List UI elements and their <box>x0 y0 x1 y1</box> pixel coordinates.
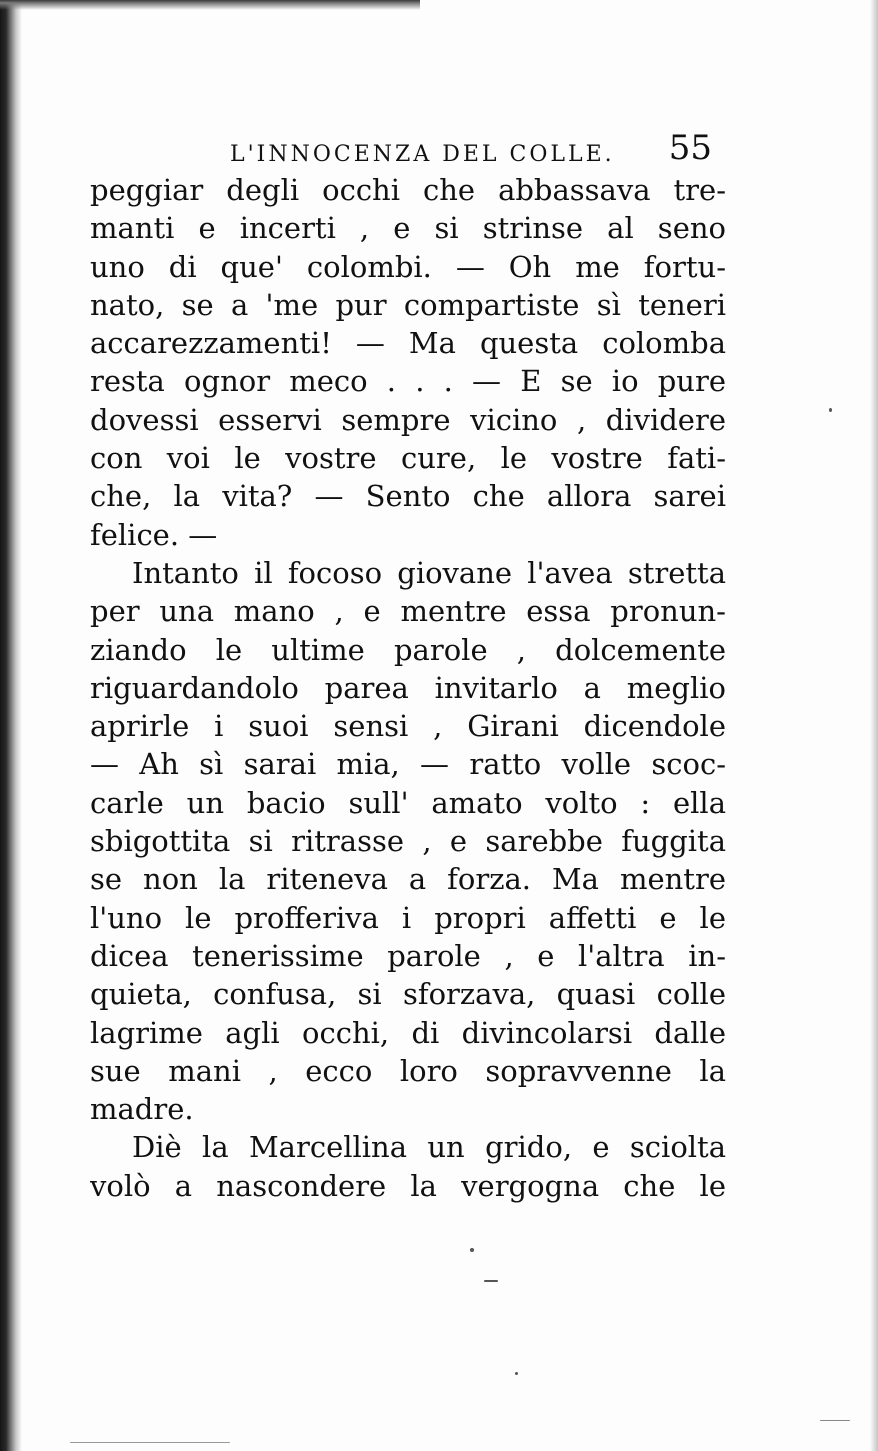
text-line: quieta, confusa, si sforzava, quasi colle <box>90 977 726 1012</box>
binding-shadow <box>0 0 22 1451</box>
scan-speck <box>70 1442 230 1443</box>
text-line: dicea tenerissime parole , e l'altra in- <box>90 938 726 973</box>
paragraph-first-line: Intanto il focoso giovane l'avea stretta <box>132 555 726 590</box>
text-line: per una mano , e mentre essa pronun- <box>90 594 726 629</box>
paragraph-first-line: Diè la Marcellina un grido, e sciolta <box>132 1130 726 1165</box>
text-line: carle un bacio sull' amato volto : ella <box>90 785 726 820</box>
text-line: volò a nascondere la vergogna che le <box>90 1168 726 1203</box>
text-line: con voi le vostre cure, le vostre fati- <box>90 441 726 476</box>
text-line: che, la vita? — Sento che allora sarei <box>90 479 726 514</box>
text-line: uno di que' colombi. — Oh me fortu- <box>90 249 726 284</box>
scan-speck <box>470 1248 474 1252</box>
page-number: 55 <box>668 128 712 168</box>
text-line: sue mani , ecco loro sopravvenne la <box>90 1053 726 1088</box>
top-edge-shadow <box>0 0 420 10</box>
text-line: madre. <box>90 1092 194 1127</box>
scan-speck <box>820 1420 850 1421</box>
text-line: se non la riteneva a forza. Ma mentre <box>90 862 726 897</box>
text-line: lagrime agli occhi, di divincolarsi dalle <box>90 1015 726 1050</box>
text-line: riguardandolo parea invitarlo a meglio <box>90 670 726 705</box>
text-line: peggiar degli occhi che abbassava tre- <box>90 173 726 207</box>
running-title: L'INNOCENZA DEL COLLE. <box>230 142 615 167</box>
text-line: l'uno le profferiva i propri affetti e le <box>90 900 726 935</box>
text-line: aprirle i suoi sensi , Girani dicendole <box>90 709 726 744</box>
text-line: accarezzamenti! — Ma questa colomba <box>90 326 726 361</box>
body-text <box>90 171 726 1205</box>
scan-speck <box>484 1280 498 1282</box>
scan-speck <box>829 408 832 412</box>
text-line: — Ah sì sarai mia, — ratto volle scoc- <box>90 747 726 782</box>
text-line: felice. — <box>90 517 218 552</box>
scan-speck <box>515 1372 518 1375</box>
text-line: resta ognor meco . . . — E se io pure <box>90 364 726 399</box>
text-line: sbigottita si ritrasse , e sarebbe fuggita <box>90 824 726 859</box>
right-edge-shadow <box>870 0 878 1451</box>
text-line: manti e incerti , e si strinse al seno <box>90 211 726 246</box>
text-line: nato, se a 'me pur compartiste sì teneri <box>90 287 726 322</box>
text-line: dovessi esservi sempre vicino , dividere <box>90 402 726 437</box>
text-line: ziando le ultime parole , dolcemente <box>90 632 726 667</box>
page-header <box>90 128 720 172</box>
